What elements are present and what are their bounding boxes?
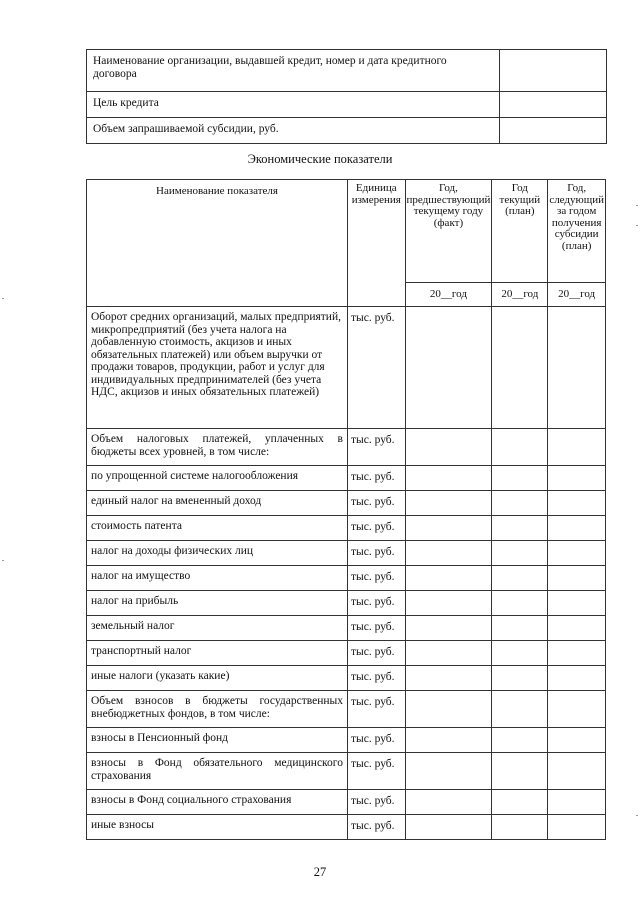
value-cell-prev-year[interactable]: [405, 815, 492, 840]
table-row: [87, 616, 606, 641]
value-cell-next-year[interactable]: [548, 516, 606, 541]
indicator-unit: тыс. руб.: [347, 641, 405, 666]
table-header-row: [87, 180, 606, 283]
table-row: [87, 118, 607, 144]
value-cell-prev-year[interactable]: [405, 516, 492, 541]
table-row: [87, 641, 606, 666]
indicator-unit: тыс. руб.: [347, 790, 405, 815]
section-title: Экономические показатели: [247, 152, 393, 166]
indicator-unit: тыс. руб.: [347, 616, 405, 641]
value-cell-current-year[interactable]: [492, 691, 548, 728]
indicator-name: налог на прибыль: [87, 591, 348, 616]
value-cell-prev-year[interactable]: [405, 666, 492, 691]
value-cell-next-year[interactable]: [548, 429, 606, 466]
header-prev-year: Год, предшествующий текущему году (факт): [405, 180, 492, 283]
table-row: [87, 691, 606, 728]
table-row: [87, 50, 607, 92]
value-cell-prev-year[interactable]: [405, 691, 492, 728]
value-cell-prev-year[interactable]: [405, 641, 492, 666]
economic-indicators-table: [86, 179, 606, 840]
value-cell-current-year[interactable]: [492, 466, 548, 491]
value-cell-prev-year[interactable]: [405, 429, 492, 466]
table-row: [87, 541, 606, 566]
value-cell-current-year[interactable]: [492, 491, 548, 516]
indicator-name: Объем налоговых платежей, уплаченных в бюджеты всех уровней, в том числе:: [87, 429, 348, 466]
indicator-name: Объем взносов в бюджеты государственных внебюджетных фондов, в том числе:: [87, 691, 348, 728]
indicator-unit: тыс. руб.: [347, 691, 405, 728]
value-cell-next-year[interactable]: [548, 307, 606, 429]
scan-edge-mark: [636, 205, 638, 206]
value-cell-current-year[interactable]: [492, 566, 548, 591]
value-cell-current-year[interactable]: [492, 728, 548, 753]
indicator-name: иные налоги (указать какие): [87, 666, 348, 691]
value-cell-current-year[interactable]: [492, 666, 548, 691]
value-cell-next-year[interactable]: [548, 666, 606, 691]
indicator-unit: тыс. руб.: [347, 591, 405, 616]
indicator-unit: тыс. руб.: [347, 307, 405, 429]
value-cell-next-year[interactable]: [548, 566, 606, 591]
scan-edge-mark: [2, 560, 4, 561]
credit-organization-label: Наименование организации, выдавшей кредит, номер и дата кредитного договора: [87, 50, 500, 92]
value-cell-prev-year[interactable]: [405, 790, 492, 815]
table-row: [87, 566, 606, 591]
credit-purpose-label: Цель кредита: [87, 92, 500, 118]
table-row: [87, 728, 606, 753]
value-cell-current-year[interactable]: [492, 541, 548, 566]
year-placeholder-prev: 20__год: [405, 283, 492, 307]
indicator-unit: тыс. руб.: [347, 516, 405, 541]
indicator-name: налог на доходы физических лиц: [87, 541, 348, 566]
credit-organization-value-cell[interactable]: [500, 50, 607, 92]
value-cell-prev-year[interactable]: [405, 307, 492, 429]
header-current-year: Год текущий (план): [492, 180, 548, 283]
value-cell-prev-year[interactable]: [405, 541, 492, 566]
indicator-unit: тыс. руб.: [347, 429, 405, 466]
indicator-name: налог на имущество: [87, 566, 348, 591]
table-row: [87, 491, 606, 516]
indicator-name: земельный налог: [87, 616, 348, 641]
value-cell-next-year[interactable]: [548, 753, 606, 790]
value-cell-prev-year[interactable]: [405, 753, 492, 790]
indicator-unit: тыс. руб.: [347, 541, 405, 566]
table-row: [87, 815, 606, 840]
value-cell-current-year[interactable]: [492, 753, 548, 790]
credit-purpose-value-cell[interactable]: [500, 92, 607, 118]
table-row: [87, 307, 606, 429]
indicator-name: единый налог на вмененный доход: [87, 491, 348, 516]
value-cell-next-year[interactable]: [548, 466, 606, 491]
value-cell-current-year[interactable]: [492, 815, 548, 840]
indicator-name: иные взносы: [87, 815, 348, 840]
value-cell-next-year[interactable]: [548, 790, 606, 815]
indicator-name: взносы в Фонд обязательного медицинского страхования: [87, 753, 348, 790]
value-cell-current-year[interactable]: [492, 641, 548, 666]
indicator-name: взносы в Фонд социального страхования: [87, 790, 348, 815]
indicator-unit: тыс. руб.: [347, 666, 405, 691]
scan-edge-mark: [636, 815, 638, 816]
indicator-name: Оборот средних организаций, малых предприятий, микропредприятий (без учета налога на добавленную стоимость, акцизов и иных обязательных платежей) или объем выручки от продажи товаров, продукции, работ и услуг для индивидуальных предпринимателей (без учета НДС, акцизов и иных обязательных платежей): [87, 307, 348, 429]
value-cell-prev-year[interactable]: [405, 616, 492, 641]
value-cell-current-year[interactable]: [492, 307, 548, 429]
table-row: [87, 516, 606, 541]
indicator-name: стоимость патента: [87, 516, 348, 541]
value-cell-next-year[interactable]: [548, 815, 606, 840]
indicator-unit: тыс. руб.: [347, 566, 405, 591]
value-cell-prev-year[interactable]: [405, 491, 492, 516]
indicator-unit: тыс. руб.: [347, 466, 405, 491]
indicator-unit: тыс. руб.: [347, 728, 405, 753]
value-cell-next-year[interactable]: [548, 728, 606, 753]
indicator-unit: тыс. руб.: [347, 753, 405, 790]
value-cell-current-year[interactable]: [492, 790, 548, 815]
indicator-name: транспортный налог: [87, 641, 348, 666]
indicator-unit: тыс. руб.: [347, 815, 405, 840]
value-cell-prev-year[interactable]: [405, 591, 492, 616]
value-cell-next-year[interactable]: [548, 691, 606, 728]
table-row: [87, 591, 606, 616]
subsidy-amount-label: Объем запрашиваемой субсидии, руб.: [87, 118, 500, 144]
header-indicator-name: Наименование показателя: [87, 180, 348, 307]
credit-info-table: [86, 49, 607, 144]
value-cell-prev-year[interactable]: [405, 566, 492, 591]
table-row: [87, 466, 606, 491]
year-placeholder-next: 20__год: [548, 283, 606, 307]
scan-edge-mark: [2, 298, 4, 299]
table-row: [87, 790, 606, 815]
value-cell-prev-year[interactable]: [405, 728, 492, 753]
table-row: [87, 429, 606, 466]
value-cell-next-year[interactable]: [548, 641, 606, 666]
value-cell-next-year[interactable]: [548, 616, 606, 641]
page-number: 27: [313, 865, 327, 879]
value-cell-current-year[interactable]: [492, 516, 548, 541]
header-unit: Единица измерения: [347, 180, 405, 307]
value-cell-current-year[interactable]: [492, 616, 548, 641]
scan-edge-mark: [636, 225, 638, 226]
value-cell-next-year[interactable]: [548, 591, 606, 616]
value-cell-next-year[interactable]: [548, 491, 606, 516]
value-cell-prev-year[interactable]: [405, 466, 492, 491]
indicator-name: взносы в Пенсионный фонд: [87, 728, 348, 753]
subsidy-amount-value-cell[interactable]: [500, 118, 607, 144]
table-row: [87, 666, 606, 691]
value-cell-current-year[interactable]: [492, 429, 548, 466]
value-cell-next-year[interactable]: [548, 541, 606, 566]
header-next-year: Год, следующий за годом получения субсидии (план): [548, 180, 606, 283]
value-cell-current-year[interactable]: [492, 591, 548, 616]
indicator-unit: тыс. руб.: [347, 491, 405, 516]
table-row: [87, 92, 607, 118]
table-row: [87, 753, 606, 790]
indicator-name: по упрощенной системе налогообложения: [87, 466, 348, 491]
year-placeholder-current: 20__год: [492, 283, 548, 307]
